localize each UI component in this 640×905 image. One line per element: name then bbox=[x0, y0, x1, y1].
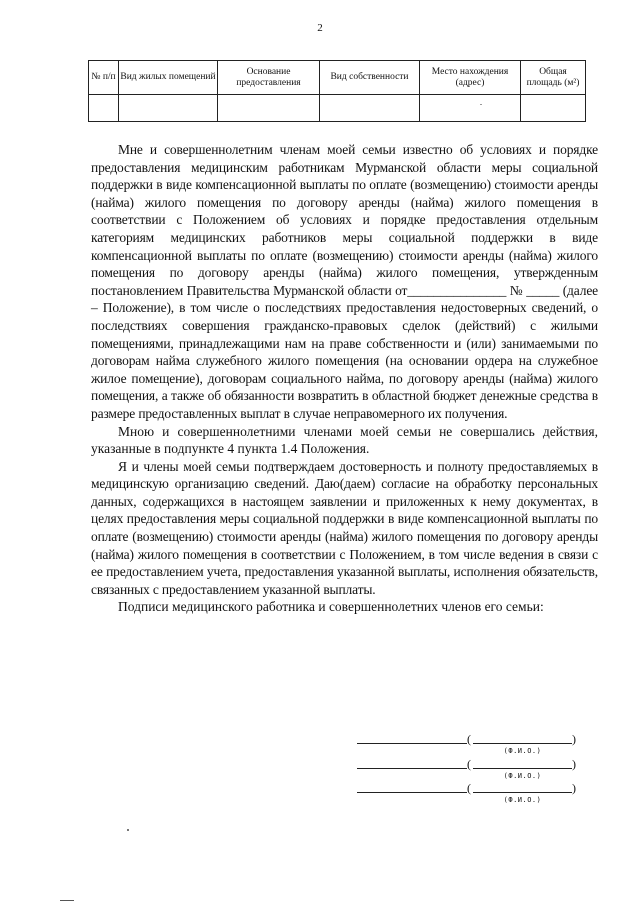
signature-line-1 bbox=[357, 733, 587, 761]
fio-caption: (Ф.И.О.) bbox=[503, 796, 542, 804]
name-field bbox=[473, 743, 572, 744]
table-cell bbox=[119, 95, 218, 122]
fio-caption: (Ф.И.О.) bbox=[503, 772, 542, 780]
paren-close: ) bbox=[572, 757, 576, 771]
header-cell-address: Место нахождения (адрес) bbox=[420, 61, 521, 95]
signature-line-3 bbox=[357, 782, 587, 810]
table-cell bbox=[320, 95, 420, 122]
fio-caption: (Ф.И.О.) bbox=[503, 747, 542, 755]
signatures-intro-paragraph: Подписи медицинского работника и совершеннолетних членов его семьи: bbox=[118, 599, 544, 615]
signature-field bbox=[357, 768, 467, 769]
scan-speck bbox=[480, 104, 482, 105]
paren-close: ) bbox=[572, 781, 576, 795]
header-cell-ownership-type: Вид собственности bbox=[320, 61, 420, 95]
consent-paragraph: Я и члены моей семьи подтверждаем достоверность и полноту предоставляемых в медицинскую организацию сведений. Даю(даем) согласие на обработку персональных данных, содержащихся в настоящем заявлении и приложенных к нему документах, в целях предоставления меры социальной поддержки в виде компенсационной выплаты по оплате (возмещению) стоимости аренды (найма) жилого помещения по договору аренды (найма) жилого помещения в соответствии с Положением, в том числе ведения в связи с ее предоставлением учета, предоставления указанной выплаты, исполнения обязательств, связанных с предоставлением указанной выплаты. bbox=[91, 458, 598, 597]
scan-speck bbox=[127, 829, 129, 831]
name-field bbox=[473, 792, 572, 793]
signature-field bbox=[357, 792, 467, 793]
table-cell bbox=[89, 95, 119, 122]
statement-body bbox=[91, 141, 598, 616]
housing-table bbox=[88, 60, 586, 122]
paren-close: ) bbox=[572, 732, 576, 746]
table-header-row bbox=[89, 61, 586, 95]
no-actions-paragraph: Мною и совершеннолетними членами моей семьи не совершались действия, указанные в подпункте 4 пункта 1.4 Положения. bbox=[91, 423, 598, 457]
paren-open: ( bbox=[467, 757, 471, 771]
awareness-paragraph: Мне и совершеннолетним членам моей семьи известно об условиях и порядке предоставления медицинским работникам Мурманской области меры социальной поддержки в виде компенсационной выплаты по оплате (возмещению) стоимости аренды (найма) жилого помещения по договору аренды (найма) жилого помещения в соответствии с Положением об условиях и порядке предоставления отдельным категориям медицинских работников меры социальной поддержки в виде компенсационной выплаты по оплате (возмещению) стоимости аренды (найма) жилого помещения по договору аренды (найма) жилого помещения, утвержденным постановлением Правительства Мурманской области от_______________ № _____ (далее – Положение), в том числе о последствиях предоставления недостоверных сведений, о последствиях совершения гражданско-правовых сделок (действий) с жилыми помещениями, принадлежащими нам на праве собственности и (или) занимаемыми по договорам найма служебного жилого помещения (на основании ордера на служебное жилое помещение), договорам социального найма, по договору аренды (найма) жилого помещения, а также об обязанности возвратить в областной бюджет денежные средства в размере предоставленных выплат в случае неправомерного их получения. bbox=[91, 142, 598, 421]
header-cell-number: № п/п bbox=[89, 61, 119, 95]
signature-field bbox=[357, 743, 467, 744]
header-cell-area: Общая площадь (м²) bbox=[521, 61, 586, 95]
paren-open: ( bbox=[467, 781, 471, 795]
scan-mark bbox=[60, 900, 74, 901]
name-field bbox=[473, 768, 572, 769]
table-row bbox=[89, 95, 586, 122]
paren-open: ( bbox=[467, 732, 471, 746]
table-cell bbox=[521, 95, 586, 122]
page-number: 2 bbox=[317, 22, 323, 34]
header-cell-housing-type: Вид жилых помещений bbox=[119, 61, 218, 95]
table-cell bbox=[218, 95, 320, 122]
table-cell bbox=[420, 95, 521, 122]
header-cell-basis: Основание предоставления bbox=[218, 61, 320, 95]
